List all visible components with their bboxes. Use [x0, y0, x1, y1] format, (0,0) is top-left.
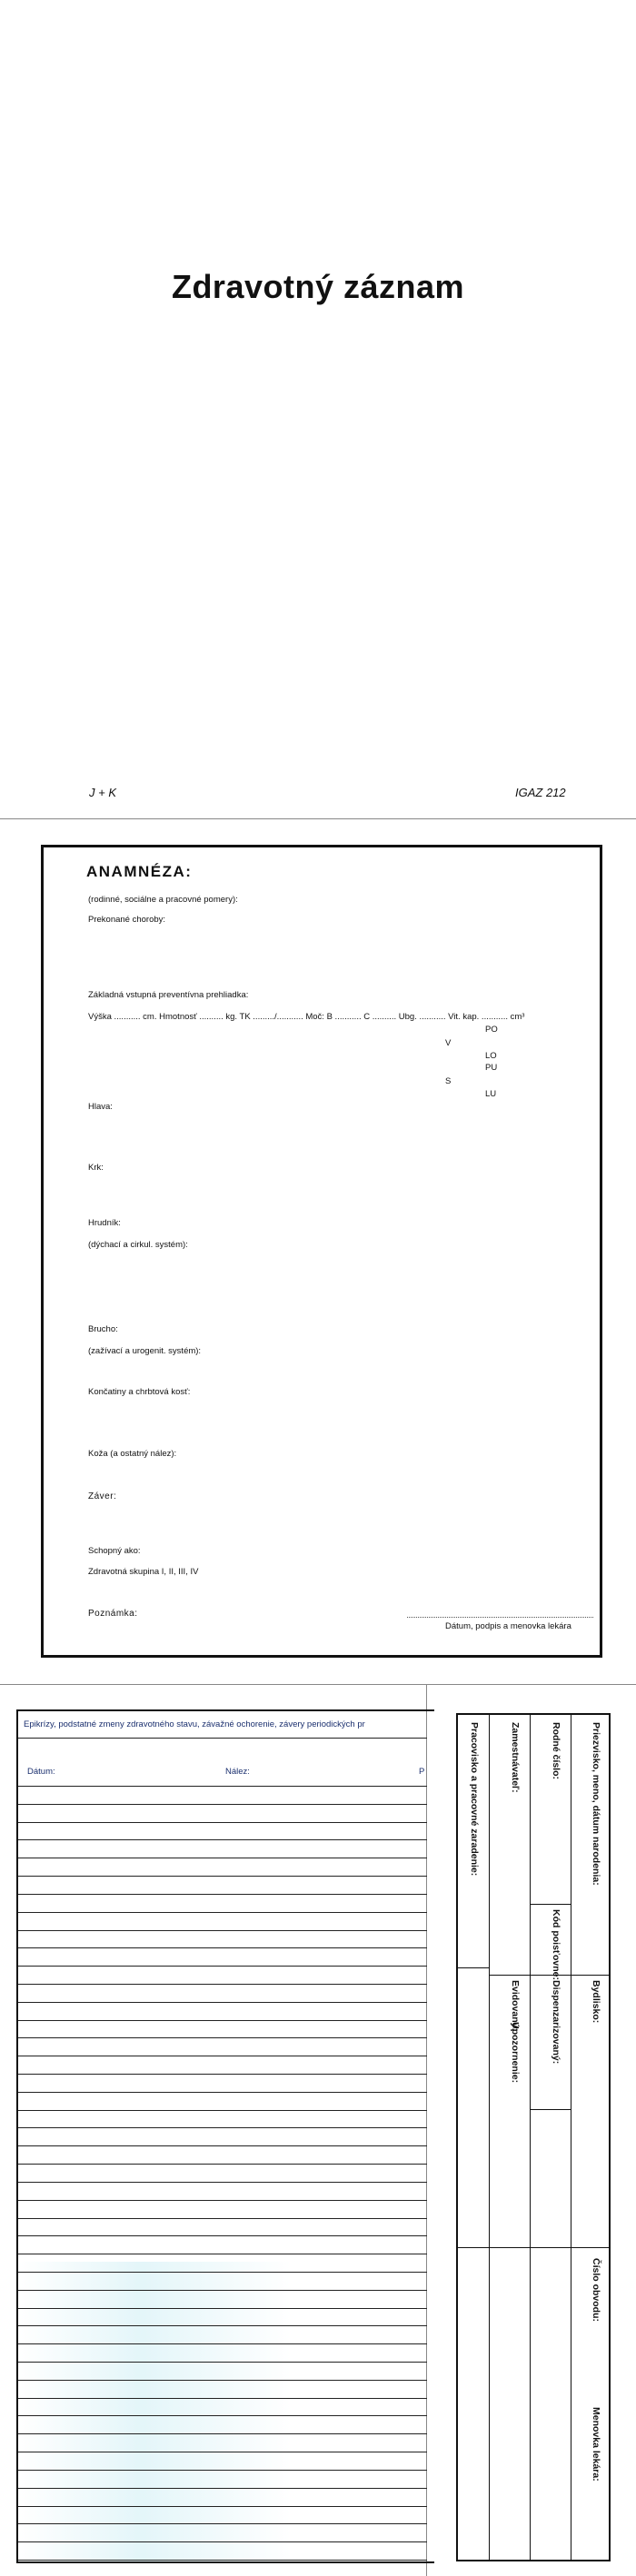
record-card-column-divider	[489, 1713, 490, 2561]
district-number-label: Číslo obvodu:	[591, 2258, 601, 2322]
epikrizy-row-line	[18, 2037, 427, 2038]
epikrizy-row-line	[18, 1912, 427, 1913]
cover-right-code: IGAZ 212	[515, 786, 566, 799]
abdomen-label: Brucho:	[88, 1324, 118, 1334]
epikrizy-row-line	[18, 2235, 427, 2236]
measure-line: Výška ........... cm. Hmotnosť .......... kg. TK ........./........... Moč: B ........... C .......... Ubg. ........... Vit. kap. ........... cm³	[88, 1012, 525, 1022]
residence-label: Bydlisko:	[591, 1980, 601, 2024]
registered-label: Evidovaný:	[510, 1980, 521, 2032]
epikrizy-row-line	[18, 2290, 427, 2291]
name-dob-label: Priezvisko, meno, dátum narodenia:	[591, 1722, 601, 1886]
epikrizy-row-line	[18, 2488, 427, 2489]
workplace-label: Pracovisko a pracovné zaradenie:	[469, 1722, 480, 1877]
epikrizy-row-line	[18, 1804, 427, 1805]
epikrizy-row-line	[18, 2343, 427, 2344]
limbs-label: Končatiny a chrbtová kosť:	[88, 1387, 191, 1397]
epikrizy-row-line	[18, 2506, 427, 2507]
epikrizy-header: Epikrízy, podstatné zmeny zdravotného stavu, závažné ochorenie, závery periodických pr	[24, 1719, 365, 1729]
pu-label: PU	[485, 1063, 498, 1073]
doctor-stamp-label: Menovka lekára:	[591, 2407, 601, 2482]
epikrizy-row-line	[18, 2092, 427, 2093]
employer-label: Zamestnávateľ:	[510, 1722, 521, 1793]
head-label: Hlava:	[88, 1102, 113, 1112]
epikrizy-row-line	[18, 1894, 427, 1895]
fit-as-label: Schopný ako:	[88, 1546, 141, 1556]
page-separator	[0, 818, 636, 819]
epikrizy-row-line	[18, 2325, 427, 2326]
epikrizy-row-line	[18, 2523, 427, 2524]
epikrizy-row-line	[18, 2074, 427, 2075]
anamneza-heading: ANAMNÉZA:	[86, 863, 193, 880]
epikrizy-row-line	[18, 2415, 427, 2416]
epikrizy-row-line	[18, 1966, 427, 1967]
v-label: V	[445, 1038, 452, 1048]
epikrizy-row-line	[18, 2272, 427, 2273]
date-column-label: Dátum:	[27, 1767, 55, 1777]
page-separator	[0, 1684, 636, 1685]
lu-label: LU	[485, 1089, 497, 1099]
epikrizy-row-line	[18, 1947, 427, 1948]
insurer-code-label: Kód poisťovne:	[551, 1909, 561, 1980]
epikrizy-row-line	[18, 2127, 427, 2128]
epikrizy-row-line	[18, 1876, 427, 1877]
epikrizy-row-line	[18, 2002, 427, 2003]
epikrizy-row-line	[18, 2200, 427, 2201]
s-label: S	[445, 1076, 452, 1086]
epikrizy-row-line	[18, 2560, 427, 2561]
card-segment	[489, 2247, 530, 2248]
finding-column-label: Nález:	[225, 1767, 250, 1777]
epikrizy-row-line	[18, 2020, 427, 2021]
signature-label: Dátum, podpis a menovka lekára	[445, 1621, 571, 1631]
epikrizy-row-line	[18, 2380, 427, 2381]
signature-line	[407, 1617, 593, 1618]
lo-label: LO	[485, 1051, 497, 1061]
epikrizy-row-line	[18, 1839, 427, 1840]
epikrizy-row-line	[18, 2362, 427, 2363]
health-group-label: Zdravotná skupina I, II, III, IV	[88, 1567, 199, 1577]
anamneza-frame	[41, 845, 602, 1658]
warning-label: Upozornenie:	[510, 2022, 521, 2084]
family-line: (rodinné, sociálne a pracovné pomery):	[88, 895, 238, 905]
basic-exam-label: Základná vstupná preventívna prehliadka:	[88, 990, 249, 1000]
epikrizy-row-line	[18, 2218, 427, 2219]
epikrizy-row-line	[18, 2433, 427, 2434]
note-label: Poznámka:	[88, 1609, 138, 1619]
po-label: PO	[485, 1025, 498, 1035]
cover-title: Zdravotný záznam	[171, 268, 465, 305]
card-segment	[458, 2247, 611, 2248]
epikrizy-row-line	[18, 1786, 427, 1787]
epikrizy-row-line	[18, 2398, 427, 2399]
p-column-label: P	[419, 1767, 425, 1777]
card-segment	[530, 2109, 571, 2110]
birth-number-label: Rodné číslo:	[551, 1722, 561, 1780]
neck-label: Krk:	[88, 1163, 104, 1173]
epikrizy-row-line	[18, 1984, 427, 1985]
paper-tint	[18, 2262, 291, 2561]
card-segment	[458, 1967, 489, 1968]
epikrizy-row-line	[18, 2470, 427, 2471]
epikrizy-row-line	[18, 2308, 427, 2309]
epikrizy-row-line	[18, 2110, 427, 2111]
chest-label: Hrudník:	[88, 1218, 121, 1228]
record-card-column-divider	[530, 1713, 531, 2561]
conclusion-label: Záver:	[88, 1491, 117, 1501]
card-segment	[530, 1904, 571, 1905]
cover-left-code: J + K	[89, 786, 116, 799]
epikrizy-row-line	[18, 2145, 427, 2146]
epikrizy-row-line	[18, 1930, 427, 1931]
epikrizy-header-rule	[18, 1738, 427, 1739]
epikrizy-row-line	[18, 2541, 427, 2542]
card-segment	[571, 1975, 611, 1976]
diseases-label: Prekonané choroby:	[88, 915, 166, 925]
abdomen-sub-label: (zažívací a urogenit. systém):	[88, 1346, 202, 1356]
epikrizy-row-line	[18, 2182, 427, 2183]
card-segment	[489, 1975, 530, 1976]
epikrizy-row-line	[18, 2164, 427, 2165]
chest-sub-label: (dýchací a cirkul. systém):	[88, 1240, 188, 1250]
dispensarized-label: Dispenzarizovaný:	[551, 1980, 561, 2065]
epikrizy-row-line	[18, 1822, 427, 1823]
skin-label: Koža (a ostatný nález):	[88, 1449, 177, 1459]
